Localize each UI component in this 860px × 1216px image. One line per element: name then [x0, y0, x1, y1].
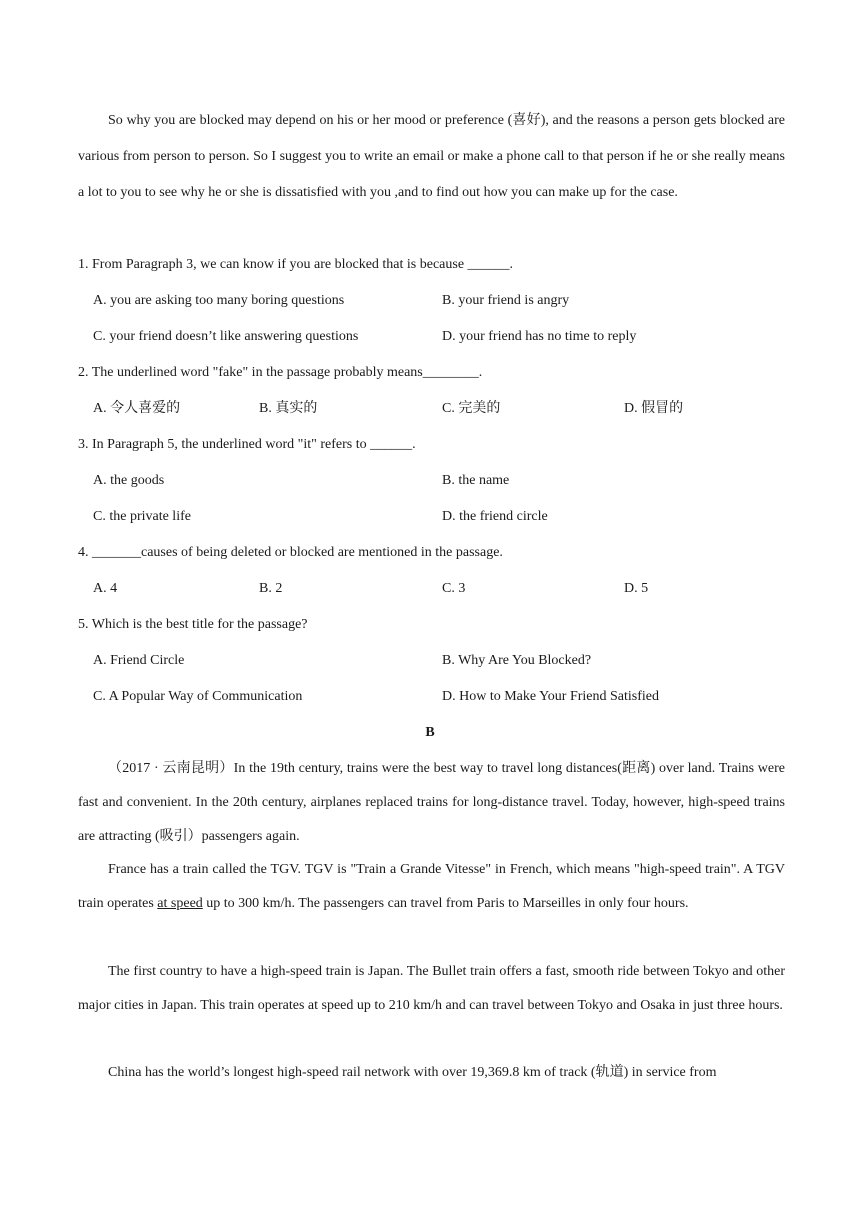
- question-3-option-a: A. the goods: [93, 473, 165, 488]
- underlined-phrase-at-speed: at speed: [157, 896, 203, 911]
- question-3-options-row-2: [78, 499, 785, 535]
- question-2-options-row: [78, 391, 785, 427]
- question-1-options-row-1: [78, 283, 785, 319]
- question-4-option-b: B. 2: [259, 581, 283, 596]
- question-2-option-b: B. 真实的: [259, 401, 318, 416]
- question-5-stem: 5. Which is the best title for the passage?: [78, 617, 308, 632]
- passage-b-paragraph-4: China has the world’s longest high-speed rail network with over 19,369.8 km of track (轨道) in service from: [108, 1065, 717, 1080]
- question-2-option-a: A. 令人喜爱的: [93, 401, 181, 416]
- question-5-option-d: D. How to Make Your Friend Satisfied: [442, 689, 659, 704]
- question-5-options-row-1: [78, 643, 785, 679]
- question-1-option-a: A. you are asking too many boring questions: [93, 293, 345, 308]
- question-5-option-c: C. A Popular Way of Communication: [93, 689, 303, 704]
- question-4-options-row: [78, 571, 785, 607]
- question-2-option-c: C. 完美的: [442, 401, 501, 416]
- question-1-option-d: D. your friend has no time to reply: [442, 329, 637, 344]
- question-1-options-row-2: [78, 319, 785, 355]
- passage-b-paragraph-1: （2017 · 云南昆明）In the 19th century, trains were the best way to travel long distances(距离) over land. Trains were fast and convenient. In the 20th century, airplanes replaced trains for long-distance travel. Today, however, high-speed trains are attracting (吸引）passengers again.: [78, 761, 785, 844]
- question-1-stem: 1. From Paragraph 3, we can know if you are blocked that is because ______.: [78, 257, 514, 272]
- question-4-stem: 4. _______causes of being deleted or blocked are mentioned in the passage.: [78, 545, 503, 560]
- question-3-option-d: D. the friend circle: [442, 509, 548, 524]
- passage-b-paragraph-2-text-after: up to 300 km/h. The passengers can travel from Paris to Marseilles in only four hours.: [202, 896, 689, 911]
- passage-a-closing-paragraph: So why you are blocked may depend on his or her mood or preference (喜好), and the reasons a person gets blocked are various from person to person. So I suggest you to write an email or make a phone call to that person if he or she really means a lot to you to see why he or she is dissatisfied with you ,and to find out how you can make up for the case.: [78, 113, 785, 200]
- question-5-option-b: B. Why Are You Blocked?: [442, 653, 592, 668]
- question-4-option-c: C. 3: [442, 581, 466, 596]
- question-3-options-row-1: [78, 463, 785, 499]
- passage-b-paragraph-2-text-before: France has a train called the TGV. TGV is "Train a Grande Vitesse" in French, which means "high-speed train". A TGV train operates: [78, 862, 785, 911]
- question-5-option-a: A. Friend Circle: [93, 653, 185, 668]
- question-3-option-b: B. the name: [442, 473, 510, 488]
- question-1-option-c: C. your friend doesn’t like answering questions: [93, 329, 359, 344]
- question-3-option-c: C. the private life: [93, 509, 191, 524]
- section-heading-b: B: [425, 725, 435, 740]
- question-4-option-d: D. 5: [624, 581, 649, 596]
- question-2-stem: 2. The underlined word "fake" in the passage probably means________.: [78, 365, 483, 380]
- question-3-stem: 3. In Paragraph 5, the underlined word "it" refers to ______.: [78, 437, 416, 452]
- question-1-option-b: B. your friend is angry: [442, 293, 570, 308]
- question-5-options-row-2: [78, 679, 785, 715]
- passage-b-paragraph-2: [78, 853, 785, 921]
- question-2-option-d: D. 假冒的: [624, 401, 684, 416]
- passage-b-paragraph-3: The first country to have a high-speed train is Japan. The Bullet train offers a fast, smooth ride between Tokyo and other major cities in Japan. This train operates at speed up to 210 km/h and can travel between Tokyo and Osaka in just three hours.: [78, 964, 785, 1013]
- question-4-option-a: A. 4: [93, 581, 118, 596]
